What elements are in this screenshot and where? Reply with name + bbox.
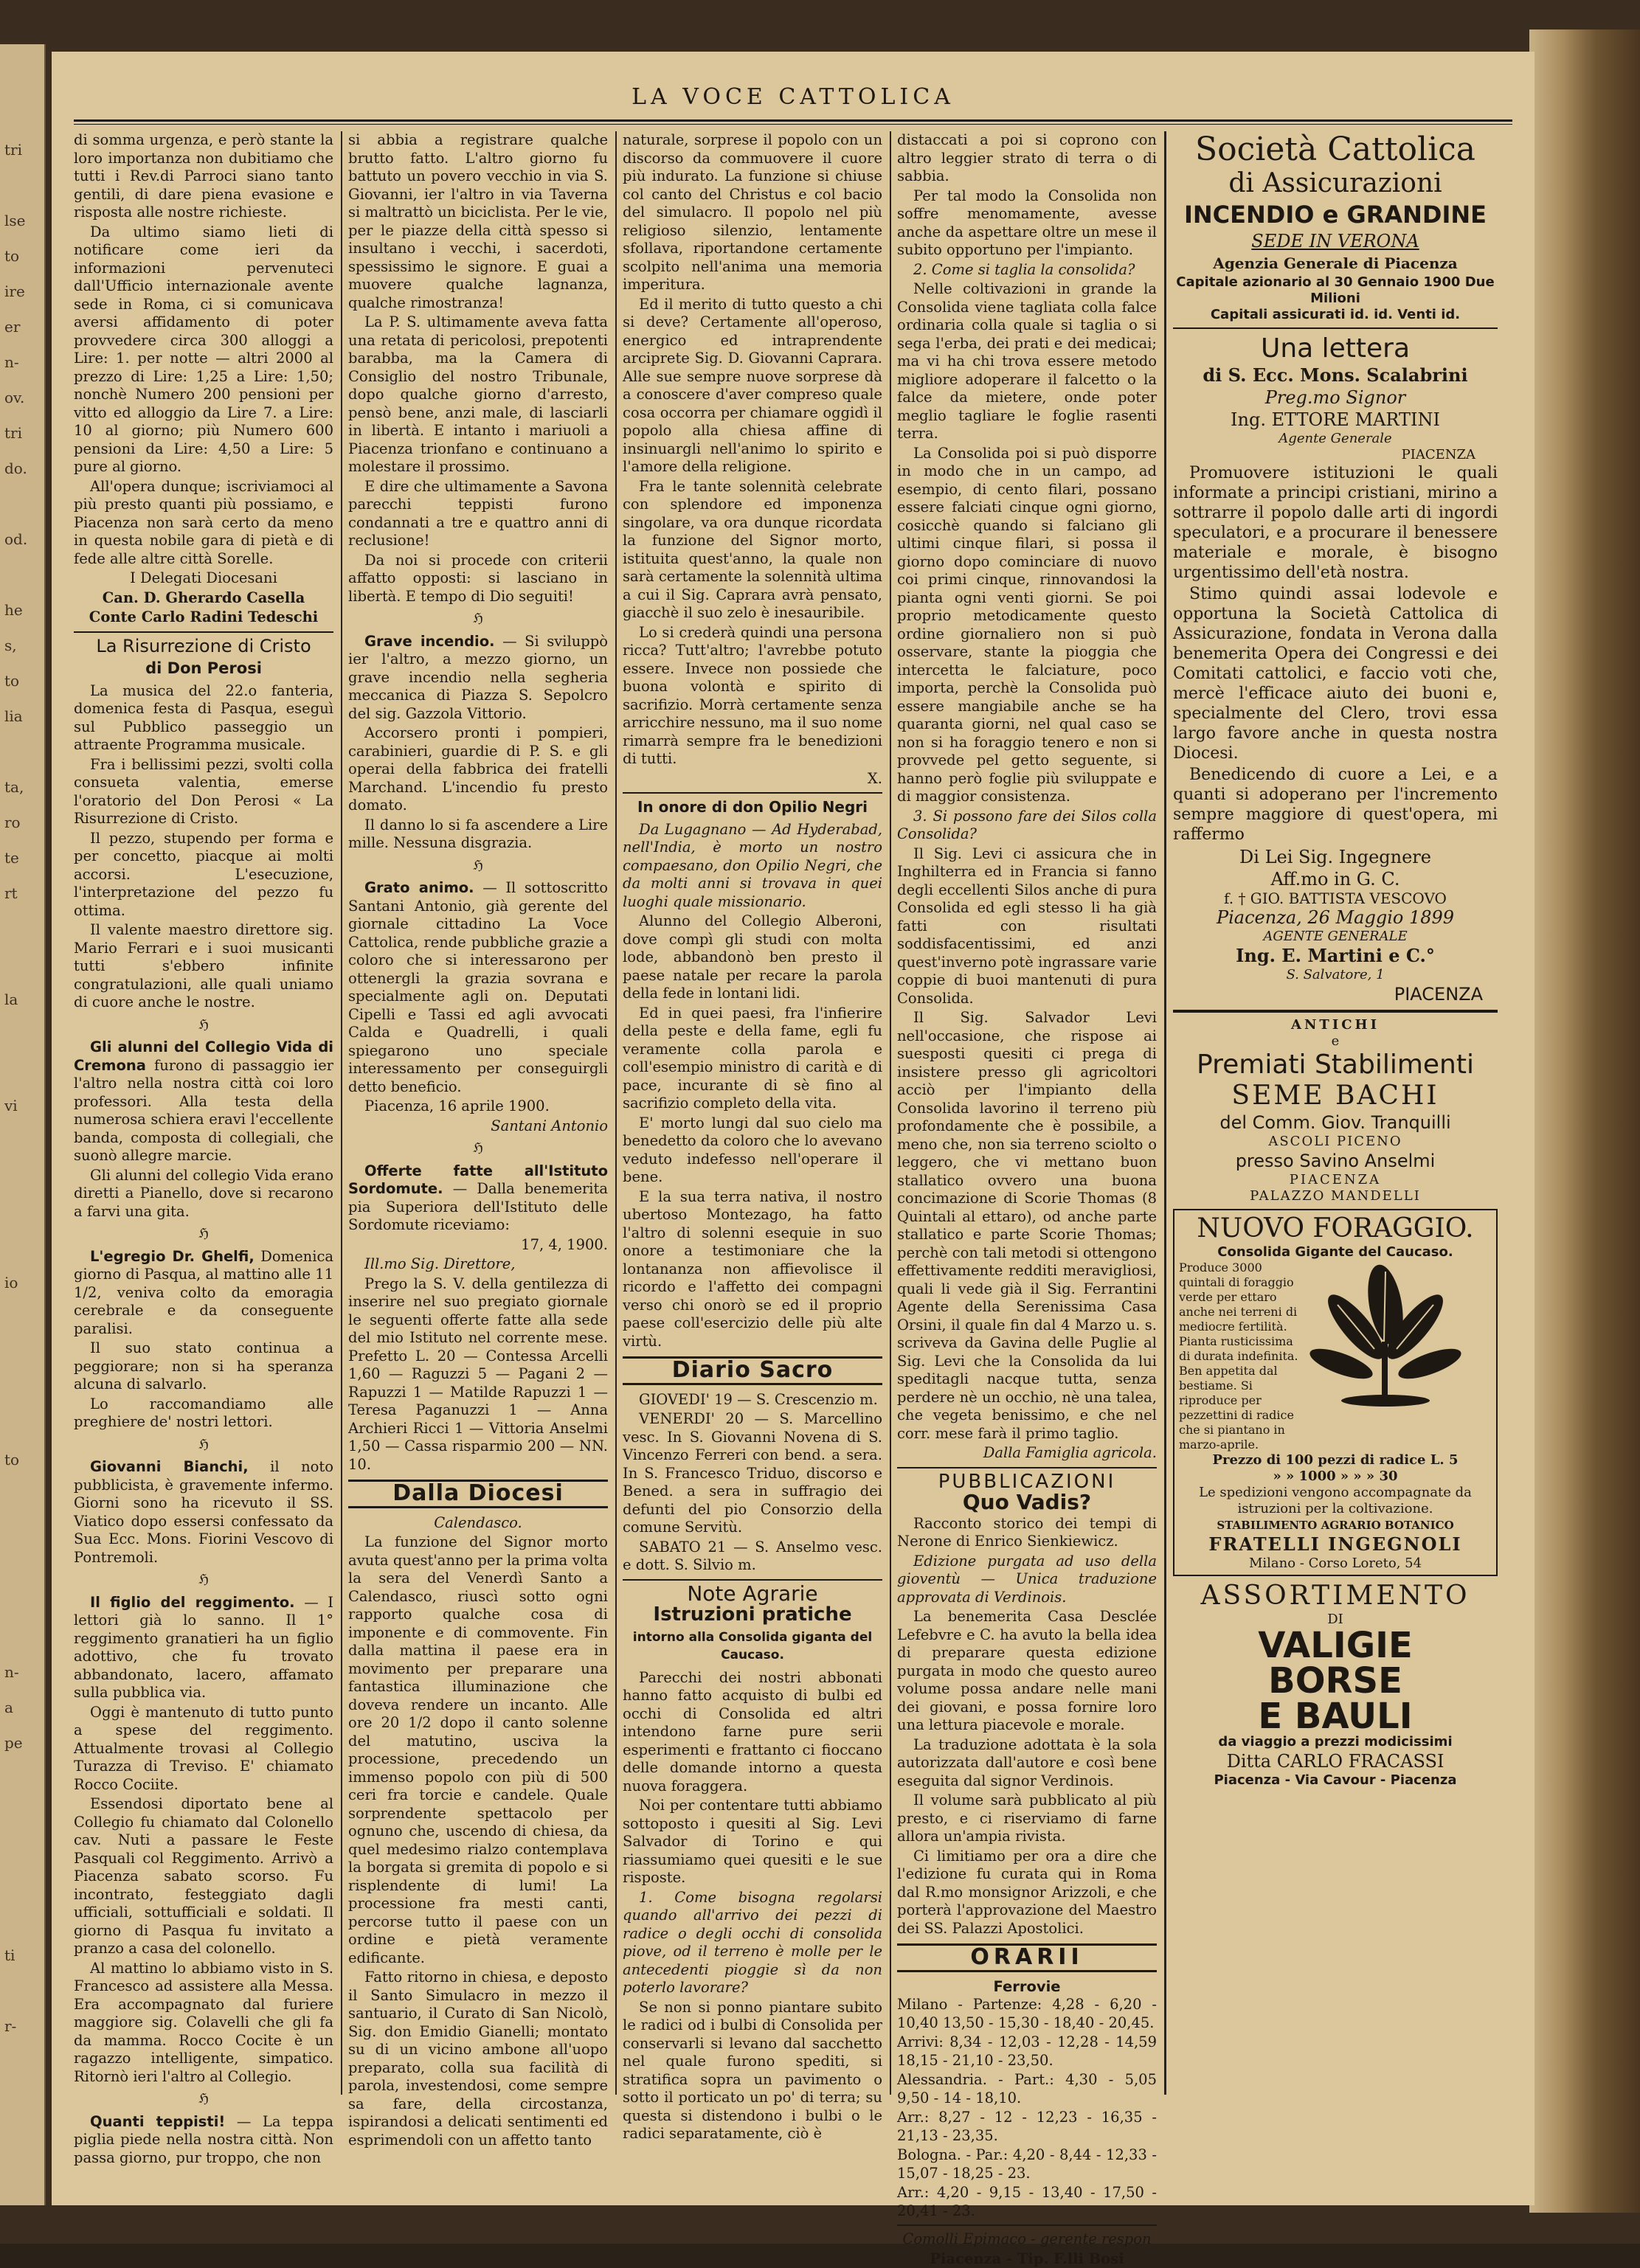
signature: I Delegati Diocesani [74,569,333,588]
ad-text: da viaggio a prezzi modicissimi [1173,1734,1498,1750]
ad-title: VALIGIE [1173,1628,1498,1663]
article-heading: Una lettera [1173,333,1498,364]
text: 1. Come bisogna regolarsi quando all'arrivo dei pezzi di radice o degli occhi di consolida piove, od il terreno è molle per le antecedenti pioggie sì da non poterlo lavorare? [623,1889,882,1997]
article-heading: Istruzioni pratiche [623,1606,882,1624]
ad-text: Capitali assicurati id. id. Venti id. [1173,307,1498,323]
ad-text: PIACENZA [1173,983,1498,1005]
text: distaccati a poi si coprono con altro leggier strato di terra o di sabbia. [897,131,1157,186]
salutation: Ill.mo Sig. Direttore, [348,1255,608,1274]
page-masthead: LA VOCE CATTOLICA [74,84,1512,110]
previous-page-text-fragment: ro [4,813,21,832]
previous-page-text-fragment: te [4,848,19,867]
ad-text: Le spedizioni vengono accompagnate da istruzioni per la coltivazione. [1179,1485,1492,1517]
ad-title: Società Cattolica [1173,131,1498,168]
column-5-advertisements [1173,131,1498,2095]
column-4 [897,131,1157,2095]
ad-text: Capitale azionario al 30 Gennaio 1900 Due Milioni [1173,274,1498,307]
price-line: Prezzo di 100 pezzi di radice L. 5 [1179,1452,1492,1468]
text: La traduzione adottata è la sola autorizzata dall'autore e così bene eseguita dal signor Verdinois. [897,1736,1157,1791]
article-heading: Quo Vadis? [897,1494,1157,1512]
previous-page-text-fragment: ire [4,282,25,301]
previous-page-text-fragment: r- [4,2016,16,2036]
ad-text: STABILIMENTO AGRARIO BOTANICO [1179,1517,1492,1533]
article-heading: Giovanni Bianchi, [90,1458,249,1475]
text: 2. Come si taglia la consolida? [897,261,1157,280]
divider [74,631,333,633]
signature: Santani Antonio [348,1117,608,1136]
ad-text: presso Savino Anselmi [1173,1150,1498,1172]
section-heading: PUBBLICAZIONI [897,1473,1157,1491]
previous-page-text-fragment: pe [4,1733,23,1752]
previous-page-text-fragment: do. [4,459,27,478]
article-subheading: di Don Perosi [74,659,333,678]
signature: Dalla Famiglia agricola. [897,1444,1157,1463]
ad-text: FRATELLI INGEGNOLI [1179,1533,1492,1556]
divider [897,1467,1157,1468]
timetable-row: Milano - Partenze: 4,28 - 6,20 - 10,40 13,50 - 15,30 - 18,40 - 20,45. [897,1996,1157,2032]
imprint: Piacenza - Tip. F.lli Bosi [897,2250,1157,2268]
section-ornament: ℌ [74,1225,333,1244]
article-heading: In onore di don Opilio Negri [623,798,882,816]
text: Fatto ritorno in chiesa, e deposto il Santo Simulacro in mezzo il santuario, il Curato di San Nicolò, Sig. don Emidio Gianelli; montato su di un vicino ambone all'uopo preparato, colla sua facilità di parola, investendosi, come sempre sa fare, della circostanza, ispirandosi a delicati sentimenti ed esprimendoli con un affetto tanto [348,1969,608,2149]
ad-text: ASCOLI PICENO [1173,1134,1498,1150]
ad-text: S. Salvatore, 1 [1173,967,1498,983]
date: Piacenza, 26 Maggio 1899 [1173,906,1498,929]
article-heading: Grave incendio. [364,633,495,650]
divider [897,2224,1157,2226]
text: naturale, sorprese il popolo con un discorso da commuovere il cuore più indurato. La funzione si chiuse col canto del Christus e col bacio del simulacro. Il popolo nel più religioso silenzio, lentamente sfollava, riportandone certamente scolpito nell'anima una memoria imperitura. [623,131,882,294]
column-1 [74,131,333,2095]
signature: f. † GIO. BATTISTA VESCOVO [1173,890,1498,906]
ad-text: Ditta CARLO FRACASSI [1173,1750,1498,1772]
section-ornament: ℌ [74,2090,333,2109]
text: — Dalla benemerita pia Superiora dell'Istituto delle Sordomute riceviamo: [348,1180,608,1233]
article-heading: Offerte fatte all'Istituto Sordomute. [348,1162,608,1198]
text: si abbia a registrare qualche brutto fatto. L'altro giorno fu battuto un povero vecchio in via S. Giovanni, ier l'altro in via Taverna si maltrattò un biciclista. Per le vie, per le piazze della città spesso si insultano i vecchi, i sacerdoti, spessissimo le signore. E guai a muovere qualche lagnanza, qualche rimostranza! [348,131,608,312]
previous-page-text-fragment: lse [4,211,26,230]
previous-page-text-fragment: od. [4,530,27,549]
masthead-rule [74,119,1512,125]
text: — Il sottoscritto Santani Antonio, già gerente del giornale cittadino La Voce Cattolica, rende pubbliche grazie a coloro che si interessarono per ottenergli la grazia sovrana e specialmente agli on. Deputati Cipelli e Tassi ed agli avvocati Calda e Quadrelli, i quali spiegarono uno speciale interessamento per conseguirgli detto beneficio. [348,879,608,1095]
previous-page-text-fragment: ti [4,1946,15,1965]
article-heading: L'egregio Dr. Ghelfi, [90,1248,255,1265]
text: Al mattino lo abbiamo visto in S. Francesco ad assistere alla Messa. Era accompagnato dal furiere maggiore sig. Colavelli che gli fa da mamma. Rocco Cocite è un ragazzo intelligente, simpatico. Ritornò ieri l'altro al Collegio. [74,1960,333,2087]
ad-text: Produce 3000 quintali di foraggio verde per ettaro anche nei terreni di mediocre fertilità. Pianta rusticissima di durata indefinita. Ben appetita dal bestiame. Si riproduce per pezzettini di radice che si piantano in marzo-aprile. [1179,1260,1304,1452]
text: Se non si ponno piantare subito le radici od i bulbi di Consolida per conservarli si levano dal sacchetto nel quale furono spediti, si stratifica sopra un pavimento o sotto il porticato un po' di terra; su questa si distendono i bulbi o le radici separatamente, ciò è [623,1999,882,2143]
section-ornament: ℌ [74,1436,333,1454]
text: Ed in quei paesi, fra l'infierire della peste e della fame, egli fu veramente colla parola e coll'esempio ministro di carità e di pace, incurante di sè fino al sacrifizio completo della vita. [623,1005,882,1113]
divider [1173,1010,1498,1013]
divider [623,792,882,794]
previous-page-text-fragment: s, [4,636,17,655]
text: Il pezzo, stupendo per forma e per concetto, piacque ai molti accorsi. L'esecuzione, l'interpretazione del pezzo fu ottima. [74,830,333,920]
place-name: Calendasco. [348,1514,608,1533]
ad-text: PALAZZO MANDELLI [1173,1188,1498,1204]
text: Il Sig. Salvador Levi nell'occasione, che rispose ai suesposti quesiti ci prega di insistere presso gli agricoltori acciò per l'impianto della Consolida lavorino il terreno più profondamente che è possibile, a meno che, non sia terreno sciolto o leggero, che vi mettano buon stallatico ovvero una buona concimazione di Scorie Thomas (8 Quintali al ettaro), od anche parte stallatico e parte Scorie Thomas; perchè con tali metodi si ottengono effettivamente redditi meravigliosi, quali li vede già il Sig. Ferrantini Agente della Serenissima Casa Orsini, il quale fin dal 4 Marzo u. s. scriveva da Gavina delle Puglie al Sig. Levi che la Consolida da lui speditagli nacque tutta, senza perdere nè un occhio, nè una talea, che vegeta benissimo, e che nel corr. mese farà il primo taglio. [897,1009,1157,1443]
ad-text: Ing. E. Martini e C.° [1173,945,1498,967]
text: Edizione purgata ad uso della gioventù — Unica traduzione approvata di Verdinois. [897,1553,1157,1607]
text: Da noi si procede con criterii affatto opposti: si lasciano in libertà. E tempo di Dio seguiti! [348,552,608,606]
article-heading: Il figlio del reggimento. [90,1594,295,1611]
newspaper-page [52,52,1535,2205]
signature: Can. D. Gherardo Casella [74,589,333,608]
text: Essendosi diportato bene al Collegio fu chiamato dal Colonello cav. Nuti a passare le Feste Pasquali col Reggimento. Arrivò a Piacenza sabato scorso. Fu incontrato, festeggiato dagli ufficiali, sottufficiali e soldati. Il giorno di Pasqua fu invitato a pranzo a casa del colonello. [74,1795,333,1958]
previous-page-text-fragment: ov. [4,388,24,407]
ad-text: INCENDIO e GRANDINE [1173,199,1498,230]
text: Domenica giorno di Pasqua, al mattino alle 11 1/2, veniva colto da emoragia cerebrale e da conseguente paralisi. [74,1248,333,1337]
article-heading: Quanti teppisti! [90,2113,225,2130]
previous-page-text-fragment: tri [4,423,22,443]
text: Per tal modo la Consolida non soffre menomamente, avesse anche da aspettare oltre un mese il subito opportuno per l'impianto. [897,187,1157,260]
ad-title: E BAULI [1173,1699,1498,1734]
column-rule [1164,131,1166,2095]
text: Nelle coltivazioni in grande la Consolida viene tagliata colla falce ordinaria colla quale si taglia o si sega l'erba, dei prati e dei medicai; ma vi ha chi trova essere metodo migliore adoperare il falcetto o la falce da mietere, onde poter meglio tagliare le foglie rasenti terra. [897,280,1157,443]
ad-title: SEME BACHI [1173,1081,1498,1112]
column-rule [341,131,342,2095]
text: Lo raccomandiamo alle preghiere de' nostri lettori. [74,1395,333,1432]
text: Noi per contentare tutti abbiamo sottoposto i quesiti al Sig. Levi Salvador di Torino e qui riassumiamo quei quesiti e le sue risposte. [623,1797,882,1887]
text: Da ultimo siamo lieti di notificare come ieri da informazioni pervenuteci dall'Ufficio internazionale avente sede in Roma, ci si comunicava aversi affidamento di poter provvedere circa 300 alloggi a Lire: 1. per notte — altri 2000 al prezzo di Lire: 1,25 a Lire: 1,50; nonchè Numero 200 pensioni per vitto ed alloggio da Lire 7. a Lire: 10 al giorno; più Numero 600 pensioni da Lire: 4,50 a Lire: 5 pure al giorno. [74,223,333,476]
text: Oggi è mantenuto di tutto punto a spese del reggimento. Attualmente trovasi al Collegio Turazza di Treviso. E' chiamato Rocco Cociite. [74,1704,333,1794]
text: La benemerita Casa Desclée Lefebvre e C. ha avuto la bella idea di preparare questa edizione purgata in modo che questo aureo volume possa andare nelle mani dei giovani, e possa fornire loro una lettura piacevole e morale. [897,1608,1157,1735]
previous-page-text-fragment: n- [4,353,19,372]
text: PIACENZA [1173,447,1498,463]
column-2 [348,131,608,2095]
section-ornament: ℌ [348,1140,608,1158]
section-ornament: ℌ [74,1016,333,1035]
text: Gli alunni del collegio Vida erano diretti a Pianello, dove si recarono a farvi una gita. [74,1167,333,1221]
text: SABATO 21 — S. Anselmo vesc. e dott. S. Silvio m. [623,1539,882,1575]
text: Ed il merito di tutto questo a chi si deve? Certamente all'operoso, energico ed intraprendente arciprete Sig. D. Giovanni Caprara. Alle sue sempre nuove sorprese dà a conoscere d'aver compreso quale cosa occorra per chiamare oggidì il popolo alla chiesa affine di insinuargli nell'animo lo spirito e l'amore della religione. [623,296,882,476]
section-heading: ORARII [897,1943,1157,1972]
previous-page-text-fragment: n- [4,1662,19,1682]
column-rule [890,131,891,2095]
previous-page-text-fragment: a [4,1698,13,1717]
ad-title: BORSE [1173,1663,1498,1699]
ad-text: Milano - Corso Loreto, 54 [1179,1556,1492,1572]
previous-page-text-fragment: la [4,990,18,1009]
text: Lo si crederà quindi una persona ricca? Tutt'altro; l'avrebbe potuto essere. Invece non possiede che buona volontà e spirito di sacrifizio. Morrà certamente senza arricchire nessuno, ma il suo nome rimarrà sempre fra le benedizioni di tutti. [623,624,882,769]
text: 3. Si possono fare dei Silos colla Consolida? [897,808,1157,844]
text: Preg.mo Signor [1173,386,1498,409]
previous-page-text-fragment: to [4,671,19,690]
timetable-row: Arr.: 8,27 - 12 - 12,23 - 16,35 - 21,13 - 23,35. [897,2109,1157,2145]
text: — I lettori già lo sanno. Il 1° reggimento granatieri ha un figlio adottivo, che fu trovato abbandonato, lacero, affamato sulla pubblica via. [74,1594,333,1702]
text: Il valente maestro direttore sig. Mario Ferrari e i suoi musicanti tutti s'ebbero infinite congratulazioni, alle quali uniamo di cuore anche le nostre. [74,921,333,1012]
text: Fra i bellissimi pezzi, svolti colla consueta valentia, emerse l'oratorio del Don Perosi « La Risurrezione di Cristo. [74,756,333,828]
previous-page-text-fragment: tri [4,140,22,159]
article-heading: Grato animo. [364,879,474,896]
text: VENERDI' 20 — S. Marcellino vesc. In S. Giovanni Novena di S. Vincenzo Ferreri con bend. a sera. In S. Francesco Triduo, discorso e Bened. a sera in suffragio dei defunti del pio Consorzio della comune Servitù. [623,1410,882,1537]
signature: X. [623,770,882,788]
text: La musica del 22.o fanteria, domenica festa di Pasqua, eseguì sul Pubblico passeggio un attraente Programma musicale. [74,682,333,755]
ad-text: DI [1173,1612,1498,1628]
text: Parecchi dei nostri abbonati hanno fatto acquisto di bulbi ed occhi di Consolida ed altri intendono farne pure serii esperimenti e frattanto ci fioccano delle domande intorno a questa nuova foraggera. [623,1669,882,1796]
article-heading: Gli alunni del Collegio Vida di Cremona [74,1038,333,1074]
section-ornament: ℌ [348,857,608,875]
divider [623,1579,882,1581]
text: Benedicendo di cuore a Lei, e a quanti si adoperano per l'incremento sempre maggiore di quest'opera, mi raffermo [1173,765,1498,845]
ad-text: Agenzia Generale di Piacenza [1173,252,1498,274]
ad-text: del Comm. Giov. Tranquilli [1173,1112,1498,1134]
plant-illustration [1304,1260,1467,1408]
section-ornament: ℌ [74,1571,333,1589]
text: Agente Generale [1173,431,1498,447]
section-heading: Note Agrarie [623,1585,882,1603]
timetable-row: Bologna. - Par.: 4,20 - 8,44 - 12,33 - 15,07 - 18,25 - 23. [897,2146,1157,2182]
ad-title: Premiati Stabilimenti [1173,1050,1498,1081]
article-subheading: Ferrovie [897,1978,1157,1997]
text: Promuovere istituzioni le quali informate a principi cristiani, mirino a sottrarre il popolo dalle arti di ingordi speculatori, e a procurare il benessere materiale e morale, è bisogno urgentissimo dell'età nostra. [1173,463,1498,583]
text: Ci limitiamo per ora a dire che l'edizione fu curata qui in Roma dal R.mo monsignor Arizzoli, e che porterà l'approvazione del Maestro dei SS. Palazzi Apostolici. [897,1848,1157,1938]
text: E' morto lungi dal suo cielo ma benedetto da coloro che lo avevano veduto indefesso nell'operare il bene. [623,1114,882,1187]
article-subheading: intorno alla Consolida giganta del Caucaso. [623,1629,882,1665]
text: Aff.mo in G. C. [1173,868,1498,890]
timetable-row: Alessandria. - Part.: 4,30 - 5,05 9,50 - 14 - 18,10. [897,2071,1157,2107]
text: Racconto storico dei tempi di Nerone di Enrico Sienkiewicz. [897,1515,1157,1551]
text: il noto pubblicista, è gravemente infermo. Giorni sono ha ricevuto il SS. Viatico dopo essersi confessato da Sua Ecc. Mons. Fiorini Vescovo di Pontremoli. [74,1458,333,1566]
text: E la sua terra nativa, il nostro ubertoso Montezago, ha fatto l'altro di solenni esequie in suo onore a testimoniare che la lontananza non affievolisce il ricordo e l'affetto dei compagni verso chi onorò se ed il proprio paese coll'esercizio delle più alte virtù. [623,1188,882,1351]
text: Il volume sarà pubblicato al più presto, e ci riserviamo di farne allora un'ampia rivista. [897,1792,1157,1846]
text: — Si sviluppò ier l'altro, a mezzo giorno, un grave incendio nella segheria meccanica di Piazza S. Sepolcro del sig. Gazzola Vittorio. [348,633,608,722]
previous-page-text-fragment: lia [4,707,23,726]
ad-title: NUOVO FORAGGIO. [1179,1213,1492,1244]
text: — La teppa piglia piede nella nostra città. Non passa giorno, pur troppo, che non [74,2113,333,2166]
article-heading: La Risurrezione di Cristo [74,637,333,656]
price-line: » » 1000 » » » 30 [1179,1468,1492,1485]
text: E dire che ultimamente a Savona parecchi teppisti furono condannati a tre e quattro anni di reclusione! [348,478,608,550]
text: GIOVEDI' 19 — S. Crescenzio m. [623,1391,882,1409]
previous-page-text-fragment: rt [4,884,18,903]
imprint: Comolli Epimaco - gerente respon [897,2230,1157,2249]
ad-foraggio [1173,1209,1498,1576]
previous-page-text-fragment: io [4,1273,18,1292]
ad-text: di Assicurazioni [1173,168,1498,199]
text: Piacenza, 16 aprile 1900. [348,1097,608,1116]
divider [1173,327,1498,329]
column-3 [623,131,882,2095]
text: All'opera dunque; iscriviamoci al più presto quanti più possiamo, e Piacenza non sarà certo da meno in questa nobile gara di pietà e di fede alle altre città Sorelle. [74,478,333,569]
text: Prego la S. V. della gentilezza di inserire nel suo pregiato giornale le seguenti offerte fatte alla sede del mio Istituto nel corrente mese. Prefetto L. 20 — Contessa Arcelli 1,60 — Raguzzi 5 — Pagani 2 — Rapuzzi 1 — Matilde Rapuzzi 1 — Teresa Paganuzzi 1 — Anna Archieri Ricci 1 — Vittoria Anselmi 1,50 — Cassa risparmio 200 — NN. 10. [348,1275,608,1474]
previous-page-edge [0,44,46,2205]
section-ornament: ℌ [348,610,608,628]
ad-title: ASSORTIMENTO [1173,1581,1498,1612]
text: Stimo quindi assai lodevole e opportuna la Società Cattolica di Assicurazione, fondata in Verona dalla benemerita Opera dei Congressi e dei Comitati cattolici, e faccio voti che, mercè l'efficace aiuto dei buoni e, specialmente del Clero, trovi essa largo favore anche in questa nostra Diocesi. [1173,584,1498,763]
text: La P. S. ultimamente aveva fatta una retata di pericolosi, prepotenti barabba, ma la Camera di Consiglio del nostro Tribunale, dopo qualche giorno d'arresto, pensò bene, anzi male, di lasciarli in libertà. E intanto i mariuoli a Piacenza trionfano e continuano a molestare il prossimo. [348,313,608,476]
previous-page-text-fragment: er [4,317,20,336]
previous-page-text-fragment: to [4,1450,19,1469]
ad-text: Piacenza - Via Cavour - Piacenza [1173,1772,1498,1789]
text: La funzione del Signor morto avuta quest'anno per la prima volta la sera del Venerdì Santo a Calendasco, riuscì sotto ogni rapporto qualche cosa di imponente e di commovente. Fin dalla mattina il paese era in movimento per preparare una fantastica illuminazione che doveva rendere un incanto. Alle ore 20 1/2 dopo il canto solenne del matutino, usciva la processione, precedendo un immenso popolo con più di 500 ceri fra torcie e candele. Quale sorprendente spettacolo per ognuno che, uscendo di chiesa, da quel medesimo rialzo contemplava la borgata si gremita di popolo e si risplendente di lumi! La processione fra mesti canti, percorse tutto il paese con un ordine e pietà veramente edificante. [348,1533,608,1967]
previous-page-text-fragment: vi [4,1096,18,1115]
previous-page-text-fragment: he [4,600,23,620]
previous-page-text-fragment: ta, [4,777,24,797]
text: furono di passaggio ier l'altro nella nostra città coi loro professori. Alla testa della numerosa schiera eravi l'eccellente banda, composta di collegiali, che suonò allegre marcie. [74,1057,333,1165]
previous-page-text-fragment: to [4,246,19,266]
timetable-row: Arrivi: 8,34 - 12,03 - 12,28 - 14,59 18,15 - 21,10 - 23,50. [897,2033,1157,2070]
date: 17, 4, 1900. [348,1236,608,1255]
ad-text: PIACENZA [1173,1172,1498,1188]
ad-text: SEDE IN VERONA [1173,230,1498,252]
book-binding-edge [1529,30,1640,2213]
column-rule [615,131,617,2095]
text: Alunno del Collegio Alberoni, dove compì gli studi con molta lode, abbandonò ben presto il paese natale per recare la parola della fede in lontani lidi. [623,912,882,1003]
ad-text: AGENTE GENERALE [1173,929,1498,945]
text: Il suo stato continua a peggiorare; non si ha speranza alcuna di salvarlo. [74,1339,333,1394]
signature: Conte Carlo Radini Tedeschi [74,608,333,627]
text: Il Sig. Levi ci assicura che in Inghilterra ed in Francia si fanno degli eccellenti Silos anche di pura Consolida ed egli stesso li ha già fatti con risultati soddisfacentissimi, ed anzi quest'inverno potè ingrassare varie coppie di buoi mantenuti di pura Consolida. [897,845,1157,1008]
article-subheading: di S. Ecc. Mons. Scalabrini [1173,364,1498,386]
text: di somma urgenza, e però stante la loro importanza non dubitiamo che tutti i Rev.di Parroci siano tanto gentili, di dare piena evasione e risposta alle nostre richieste. [74,131,333,222]
text: Da Lugagnano — Ad Hyderabad, nell'India, è morto un nostro compaesano, don Opilio Negri, che da molti anni si trovava in quei luoghi quale missionario. [623,821,882,912]
text: Il danno lo si fa ascendere a Lire mille. Nessuna disgrazia. [348,816,608,853]
ad-text: ANTICHI [1173,1017,1498,1033]
text: Di Lei Sig. Ingegnere [1173,846,1498,868]
timetable-row: Arr.: 4,20 - 9,15 - 13,40 - 17,50 - 20,41 - 23. [897,2184,1157,2220]
ad-text: e [1173,1033,1498,1050]
section-heading: Diario Sacro [623,1356,882,1385]
section-heading: Dalla Diocesi [348,1480,608,1508]
text: Accorsero pronti i pompieri, carabinieri, guardie di P. S. e gli operai della fabbrica dei fratelli Marchand. L'incendio fu presto domato. [348,724,608,815]
text: Fra le tante solennità celebrate con splendore ed imponenza singolare, va ora dunque ricordata la funzione del Signor morto, istituita quest'anno, la quale non sarà certamente la solennità ultima a cui il Sig. Caprara avrà pensato, giacchè il suo zelo è inesauribile. [623,478,882,623]
ad-text: Consolida Gigante del Caucaso. [1179,1244,1492,1260]
text: Ing. ETTORE MARTINI [1173,409,1498,431]
text: La Consolida poi si può disporre in modo che in un campo, ad esempio, di cento filari, possano essere falciati cinque ogni giorno, cosicchè quando si falciano gli ultimi cinque filari, si possa il giorno dopo cominciare di nuovo coi primi cinque, rinnovandosi la pianta ogni venti giorni. Se poi proprio metodicamente questo ordine giornaliero non si può osservare, stante la pioggia che intercetta le falciature, poco importa, perchè la Consolida può essere mangiabile anche se ha quaranta giorni, nel qual caso se non si ha foraggio tenero e non si provvede pel getto seguente, si hanno però foglie più sviluppate e di maggior consistenza. [897,445,1157,806]
